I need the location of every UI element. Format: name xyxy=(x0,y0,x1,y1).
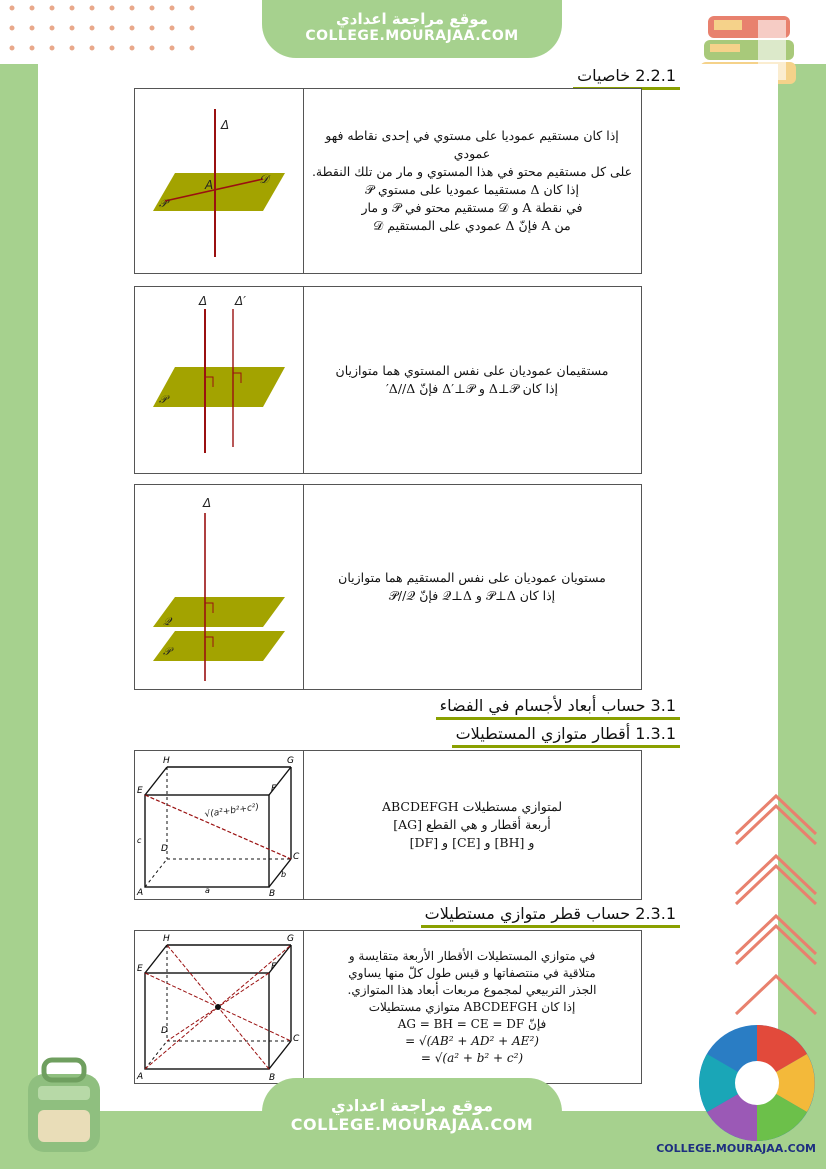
label-len-c: c xyxy=(137,836,142,845)
label-len-a: a xyxy=(205,886,210,895)
brand-text: COLLEGE.MOURAJAA.COM xyxy=(656,1142,816,1155)
heading-1-3-1: 1.3.1 أقطار متوازي المستطيلات xyxy=(452,724,680,748)
watermark-bottom-ar: موقع مراجعة اعدادي xyxy=(330,1096,494,1115)
box1-line: إذا كان Δ مستقيما عموديا على مستوي 𝒫 xyxy=(365,182,579,197)
top-watermark-banner xyxy=(262,0,562,58)
label-p: 𝒫 xyxy=(159,197,167,210)
plane-q-shape xyxy=(153,597,285,627)
label-a: A xyxy=(137,888,144,898)
label-b: B xyxy=(269,889,276,899)
figure-parallel-planes xyxy=(135,485,304,689)
box5-line: = √(a² + b² + c²) xyxy=(420,1050,524,1065)
label-e: E xyxy=(137,786,143,796)
decorative-dots xyxy=(2,2,202,54)
box-cuboid-diagonal-length xyxy=(134,930,642,1084)
label-p: 𝒫 xyxy=(159,393,167,406)
backpack-icon xyxy=(14,1054,114,1154)
box2-text xyxy=(303,287,641,473)
box5-line: إذا كان ABCDEFGH متوازي مستطيلات xyxy=(368,999,576,1014)
cuboid-front-face xyxy=(145,973,269,1069)
label-c: C xyxy=(293,1034,300,1044)
label-d: D xyxy=(161,1026,168,1036)
figure-cuboid-all-diagonals xyxy=(135,931,304,1083)
label-delta: Δ xyxy=(203,496,212,510)
chevron-arrows-decoration xyxy=(732,790,820,1040)
box4-line: لمتوازي مستطيلات ABCDEFGH xyxy=(381,799,563,814)
plane-p-shape xyxy=(153,631,285,661)
box1-line: من A فإنّ Δ عمودي على المستقيم 𝒟 xyxy=(373,218,571,233)
box5-line: متلاقية في منتصفاتها و قيس طول كلّ منها يساوي xyxy=(348,965,596,980)
figure-parallel-lines xyxy=(135,287,304,473)
box5-line: فإنّ AG = BH = CE = DF xyxy=(397,1016,547,1031)
label-f: F xyxy=(271,962,277,972)
box2-line: مستقيمان عموديان على نفس المستوي هما متوازيان xyxy=(335,363,609,378)
label-e: E xyxy=(137,964,143,974)
box5-line: الجذر التربيعي لمجموع مربعات أبعاد هذا المتوازي. xyxy=(347,982,597,997)
box2-line: إذا كان Δ⊥𝒫 و Δ′⊥𝒫 فإنّ Δ//Δ′ xyxy=(385,381,559,396)
box-cuboid-diagonals xyxy=(134,750,642,900)
label-delta-prime: Δ′ xyxy=(235,294,246,308)
bottom-watermark-banner xyxy=(262,1078,562,1148)
figure-line-perpendicular-plane xyxy=(135,89,304,273)
label-delta: Δ xyxy=(221,118,230,132)
box3-line: إذا كان 𝒫⊥Δ و 𝒬⊥Δ فإنّ 𝒫//𝒬 xyxy=(388,588,556,603)
figure-cuboid-diagonal xyxy=(135,751,304,899)
label-b: B xyxy=(269,1073,276,1083)
box1-line: على كل مستقيم محتو في هذا المستوي و مار من تلك النقطة. xyxy=(311,164,633,179)
label-h: H xyxy=(163,934,170,944)
label-h: H xyxy=(163,756,170,766)
left-frame xyxy=(0,0,38,1169)
label-p: 𝒫 xyxy=(163,645,171,658)
box5-line: في متوازي المستطيلات الأقطار الأربعة متقايسة و xyxy=(348,948,596,963)
box-parallel-lines xyxy=(134,286,642,474)
watermark-top-en: COLLEGE.MOURAJAA.COM xyxy=(305,28,519,44)
heading-2-3-1: 2.3.1 حساب قطر متوازي مستطيلات xyxy=(421,904,680,928)
label-c: C xyxy=(293,852,300,862)
watermark-bottom-en: COLLEGE.MOURAJAA.COM xyxy=(290,1115,534,1134)
plane-shape xyxy=(153,367,285,407)
label-len-b: b xyxy=(281,870,287,879)
heading-2-2-1: 2.2.1 خاصيات xyxy=(573,66,680,90)
box1-line: في نقطة A و 𝒟 مستقيم محتو في 𝒫 و مار xyxy=(361,200,583,215)
center-point xyxy=(215,1004,221,1010)
box-perpendicular-line-plane xyxy=(134,88,642,274)
box4-line: أربعة أقطار و هي القطع [AG] xyxy=(393,817,551,832)
box-parallel-planes xyxy=(134,484,642,690)
label-d: D xyxy=(161,844,168,854)
box5-text xyxy=(303,931,641,1083)
label-a: A xyxy=(205,178,214,192)
label-g: G xyxy=(287,756,294,766)
label-delta: Δ xyxy=(199,294,208,308)
label-a: A xyxy=(137,1072,144,1082)
page-content xyxy=(38,64,778,1104)
label-d: 𝒟 xyxy=(259,172,269,186)
box1-line: إذا كان مستقيم عموديا على مستوي في إحدى نقاطه فهو عمودي xyxy=(325,128,619,161)
box1-text xyxy=(303,89,641,273)
box5-line: = √(AB² + AD² + AE²) xyxy=(405,1033,539,1048)
watermark-top-ar: موقع مراجعة اعدادي xyxy=(336,10,488,28)
heading-3-1: 3.1 حساب أبعاد لأجسام في الفضاء xyxy=(436,696,680,720)
box4-text xyxy=(303,751,641,899)
label-f: F xyxy=(271,784,277,794)
science-circle-logo xyxy=(696,1022,818,1144)
box3-text xyxy=(303,485,641,689)
box4-line: و [BH] و [CE] و [DF] xyxy=(409,835,535,850)
label-diagonal-length: √(a²+b²+c²) xyxy=(204,802,260,820)
label-g: G xyxy=(287,934,294,944)
box3-line: مستويان عموديان على نفس المستقيم هما متوازيان xyxy=(338,570,606,585)
label-q: 𝒬 xyxy=(163,615,171,628)
